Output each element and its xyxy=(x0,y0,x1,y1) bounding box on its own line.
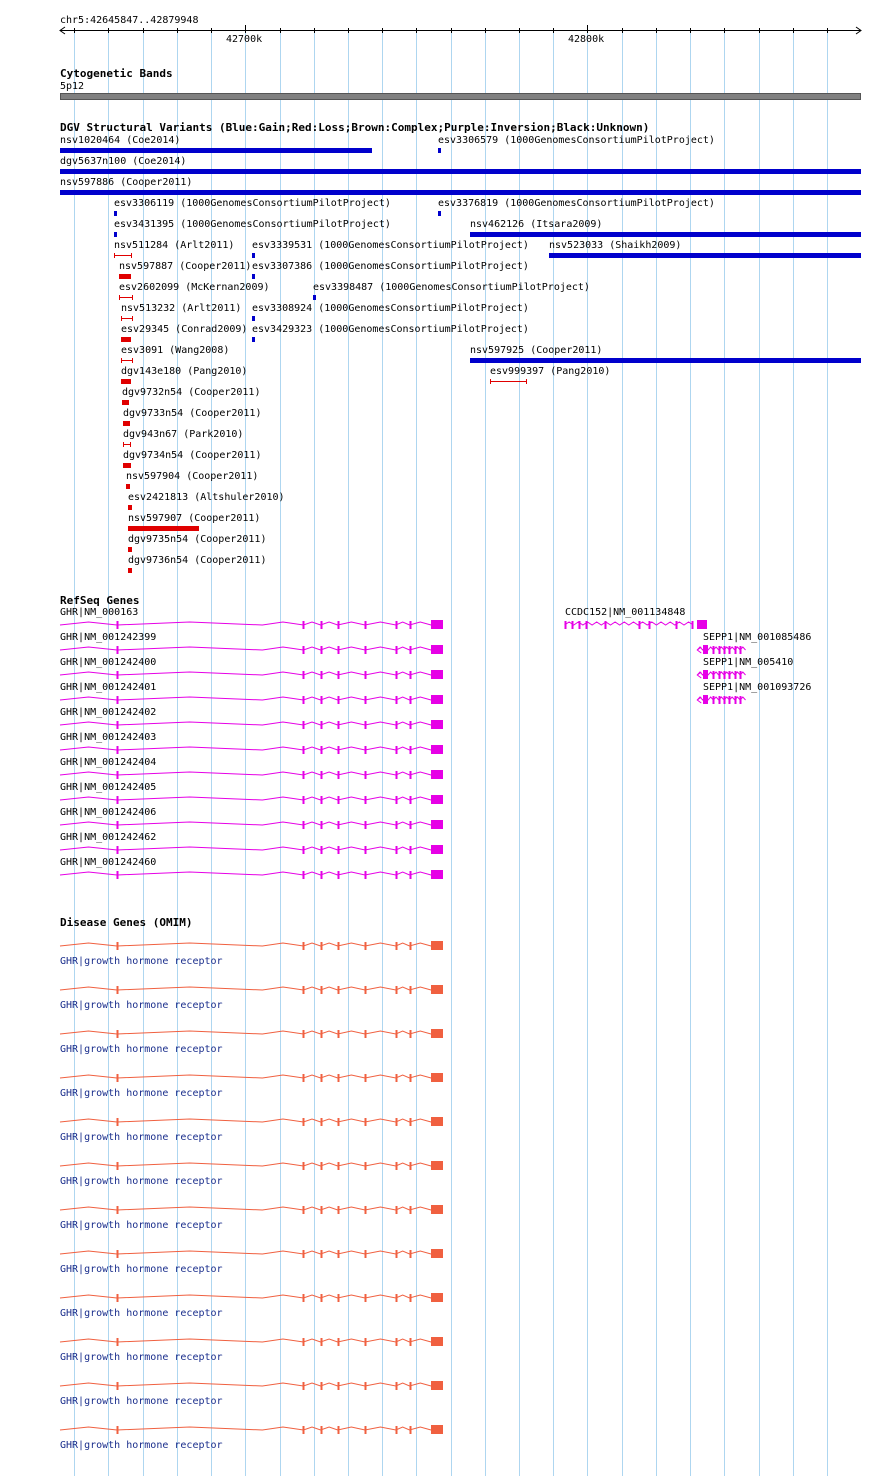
refseq-transcript-label: GHR|NM_001242401 xyxy=(60,682,157,693)
dgv-variant-bar[interactable] xyxy=(438,148,441,153)
gene-utr-exon[interactable] xyxy=(431,1073,443,1082)
dgv-variant-bar[interactable] xyxy=(470,232,861,237)
gene-intron-line xyxy=(60,943,431,946)
dgv-variant-label: esv3376819 (1000GenomesConsortiumPilotProject) xyxy=(438,198,715,209)
gene-utr-exon[interactable] xyxy=(431,745,443,754)
dgv-variant-bar[interactable] xyxy=(121,379,131,384)
region-label: chr5:42645847..42879948 xyxy=(60,15,199,26)
dgv-variant-label: nsv597886 (Cooper2011) xyxy=(60,177,193,188)
gene-intron-line xyxy=(60,1251,431,1254)
dgv-variant-bar[interactable] xyxy=(121,337,131,342)
gene-utr-exon[interactable] xyxy=(431,1425,443,1434)
gene-intron-line xyxy=(60,622,431,625)
dgv-variant-bar[interactable] xyxy=(60,169,861,174)
dgv-variant-label: esv2421813 (Altshuler2010) xyxy=(128,492,285,503)
gene-intron-line xyxy=(60,772,431,775)
gene-utr-exon[interactable] xyxy=(431,620,443,629)
cytoband-bar xyxy=(60,93,861,100)
gene-utr-exon[interactable] xyxy=(431,1205,443,1214)
dgv-variant-bar[interactable] xyxy=(252,274,255,279)
gene-intron-line xyxy=(60,872,431,875)
refseq-track-title: RefSeq Genes xyxy=(60,594,140,607)
dgv-variant-bar[interactable] xyxy=(128,526,199,531)
dgv-variant-label: dgv9732n54 (Cooper2011) xyxy=(122,387,261,398)
dgv-variant-label: dgv943n67 (Park2010) xyxy=(123,429,244,440)
omim-gene-label[interactable]: GHR|growth hormone receptor xyxy=(60,1352,223,1363)
dgv-variant-bar[interactable] xyxy=(470,358,861,363)
dgv-variant-label: esv3307386 (1000GenomesConsortiumPilotProject) xyxy=(252,261,529,272)
omim-gene-label[interactable]: GHR|growth hormone receptor xyxy=(60,1440,223,1451)
gene-utr-exon[interactable] xyxy=(431,1249,443,1258)
dgv-variant-label: nsv597925 (Cooper2011) xyxy=(470,345,603,356)
gene-intron-line xyxy=(60,672,431,675)
dgv-variant-bar[interactable] xyxy=(252,253,255,258)
dgv-variant-label: dgv9735n54 (Cooper2011) xyxy=(128,534,267,545)
gene-intron-line xyxy=(60,1339,431,1342)
dgv-variant-label: esv29345 (Conrad2009) xyxy=(121,324,248,335)
gene-utr-exon[interactable] xyxy=(431,870,443,879)
omim-track-title: Disease Genes (OMIM) xyxy=(60,916,193,929)
gene-intron-line xyxy=(60,1295,431,1298)
dgv-variant-bar[interactable] xyxy=(549,253,861,258)
refseq-transcript-label: GHR|NM_001242402 xyxy=(60,707,157,718)
dgv-variant-bar[interactable] xyxy=(252,337,255,342)
cytogenetic-bands-title: Cytogenetic Bands xyxy=(60,67,173,80)
gene-intron-line xyxy=(60,722,431,725)
refseq-transcript-label: GHR|NM_001242403 xyxy=(60,732,157,743)
gene-intron-line xyxy=(60,1427,431,1430)
refseq-transcript-label: GHR|NM_001242462 xyxy=(60,832,157,843)
dgv-variant-bar[interactable] xyxy=(60,190,861,195)
gene-utr-exon[interactable] xyxy=(431,670,443,679)
dgv-variant-label: esv3091 (Wang2008) xyxy=(121,345,230,356)
dgv-variant-bar[interactable] xyxy=(114,211,117,216)
dgv-variant-label: esv3308924 (1000GenomesConsortiumPilotProject) xyxy=(252,303,529,314)
gene-intron-line xyxy=(565,622,694,625)
dgv-variant-label: nsv597887 (Cooper2011) xyxy=(119,261,252,272)
omim-gene-label[interactable]: GHR|growth hormone receptor xyxy=(60,1308,223,1319)
dgv-variant-bar[interactable] xyxy=(252,316,255,321)
dgv-variant-bar[interactable] xyxy=(438,211,441,216)
dgv-variant-label: dgv143e180 (Pang2010) xyxy=(121,366,248,377)
dgv-variant-bar[interactable] xyxy=(123,463,131,468)
omim-gene-label[interactable]: GHR|growth hormone receptor xyxy=(60,1132,223,1143)
dgv-variant-label: esv3306579 (1000GenomesConsortiumPilotProject) xyxy=(438,135,715,146)
gene-utr-exon[interactable] xyxy=(431,1161,443,1170)
gene-intron-line xyxy=(60,647,431,650)
dgv-variant-label: nsv462126 (Itsara2009) xyxy=(470,219,603,230)
dgv-variant-label: nsv1020464 (Coe2014) xyxy=(60,135,181,146)
dgv-variant-bar[interactable] xyxy=(119,274,131,279)
gene-intron-line xyxy=(60,1383,431,1386)
gene-intron-line xyxy=(60,697,431,700)
dgv-variant-label: nsv513232 (Arlt2011) xyxy=(121,303,242,314)
cytoband-label: 5p12 xyxy=(60,81,85,92)
dgv-variant-bar[interactable] xyxy=(114,232,117,237)
gene-utr-exon[interactable] xyxy=(431,1337,443,1346)
refseq-transcript-label: GHR|NM_001242406 xyxy=(60,807,157,818)
gene-utr-exon[interactable] xyxy=(431,795,443,804)
gene-utr-exon[interactable] xyxy=(431,1117,443,1126)
omim-gene-label[interactable]: GHR|growth hormone receptor xyxy=(60,1264,223,1275)
refseq-transcript-label: GHR|NM_001242400 xyxy=(60,657,157,668)
refseq-transcript-label: GHR|NM_001242404 xyxy=(60,757,157,768)
gene-intron-line xyxy=(60,987,431,990)
dgv-variant-bar[interactable] xyxy=(128,568,132,573)
gene-intron-line xyxy=(60,847,431,850)
gene-utr-exon[interactable] xyxy=(431,695,443,704)
omim-gene-label[interactable]: GHR|growth hormone receptor xyxy=(60,1396,223,1407)
gene-utr-exon[interactable] xyxy=(703,695,708,704)
dgv-variant-label: esv3398487 (1000GenomesConsortiumPilotProject) xyxy=(313,282,590,293)
dgv-variant-label: dgv9733n54 (Cooper2011) xyxy=(123,408,262,419)
gene-intron-line xyxy=(60,1031,431,1034)
gene-utr-exon[interactable] xyxy=(431,845,443,854)
dgv-variant-label: esv2602099 (McKernan2009) xyxy=(119,282,270,293)
refseq-transcript-label: GHR|NM_000163 xyxy=(60,607,139,618)
dgv-variant-bar[interactable] xyxy=(128,547,132,552)
dgv-variant-bar[interactable] xyxy=(60,148,372,153)
gene-utr-exon[interactable] xyxy=(431,645,443,654)
refseq-transcript-label: SEPP1|NM_005410 xyxy=(703,657,794,668)
dgv-variant-label: esv3431395 (1000GenomesConsortiumPilotProject) xyxy=(114,219,391,230)
gene-utr-exon[interactable] xyxy=(431,1381,443,1390)
gene-intron-line xyxy=(60,1075,431,1078)
dgv-variant-label: nsv511284 (Arlt2011) xyxy=(114,240,235,251)
dgv-variant-label: nsv523033 (Shaikh2009) xyxy=(549,240,682,251)
omim-gene-label[interactable]: GHR|growth hormone receptor xyxy=(60,956,223,967)
dgv-variant-label: esv3429323 (1000GenomesConsortiumPilotProject) xyxy=(252,324,529,335)
omim-gene-label[interactable]: GHR|growth hormone receptor xyxy=(60,1220,223,1231)
refseq-transcript-label: SEPP1|NM_001093726 xyxy=(703,682,812,693)
tick-label-42700k: 42700k xyxy=(226,34,263,45)
gene-utr-exon[interactable] xyxy=(431,941,443,950)
gene-intron-line xyxy=(60,1163,431,1166)
refseq-transcript-label: GHR|NM_001242405 xyxy=(60,782,157,793)
dgv-variant-label: nsv597907 (Cooper2011) xyxy=(128,513,261,524)
gene-utr-exon[interactable] xyxy=(703,670,708,679)
gene-utr-exon[interactable] xyxy=(431,770,443,779)
refseq-transcript-label: GHR|NM_001242399 xyxy=(60,632,157,643)
gene-utr-exon[interactable] xyxy=(431,820,443,829)
dgv-variant-bar[interactable] xyxy=(126,484,130,489)
gene-intron-line xyxy=(60,1119,431,1122)
gene-intron-line xyxy=(60,797,431,800)
dgv-variant-label: esv3339531 (1000GenomesConsortiumPilotProject) xyxy=(252,240,529,251)
gene-utr-exon[interactable] xyxy=(431,985,443,994)
omim-gene-label[interactable]: GHR|growth hormone receptor xyxy=(60,1044,223,1055)
gene-intron-line xyxy=(60,1207,431,1210)
gene-utr-exon[interactable] xyxy=(431,720,443,729)
dgv-variant-label: esv999397 (Pang2010) xyxy=(490,366,611,377)
gene-intron-line xyxy=(60,747,431,750)
dgv-variant-bar[interactable] xyxy=(123,421,130,426)
gene-utr-exon[interactable] xyxy=(697,620,707,629)
omim-gene-label[interactable]: GHR|growth hormone receptor xyxy=(60,1176,223,1187)
refseq-transcript-label: GHR|NM_001242460 xyxy=(60,857,157,868)
gene-intron-line xyxy=(60,822,431,825)
refseq-transcript-label: CCDC152|NM_001134848 xyxy=(565,607,686,618)
dgv-variant-bar[interactable] xyxy=(313,295,316,300)
dgv-variant-label: esv3306119 (1000GenomesConsortiumPilotProject) xyxy=(114,198,391,209)
omim-gene-label[interactable]: GHR|growth hormone receptor xyxy=(60,1000,223,1011)
refseq-transcript-label: SEPP1|NM_001085486 xyxy=(703,632,812,643)
gene-utr-exon[interactable] xyxy=(431,1293,443,1302)
gene-utr-exon[interactable] xyxy=(431,1029,443,1038)
dgv-variant-label: dgv5637n100 (Coe2014) xyxy=(60,156,187,167)
dgv-variant-label: dgv9734n54 (Cooper2011) xyxy=(123,450,262,461)
dgv-variant-bar[interactable] xyxy=(122,400,129,405)
dgv-track-title: DGV Structural Variants (Blue:Gain;Red:Loss;Brown:Complex;Purple:Inversion;Black:Unknown) xyxy=(60,121,650,134)
dgv-variant-label: dgv9736n54 (Cooper2011) xyxy=(128,555,267,566)
dgv-variant-label: nsv597904 (Cooper2011) xyxy=(126,471,259,482)
dgv-variant-bar[interactable] xyxy=(128,505,132,510)
gene-utr-exon[interactable] xyxy=(703,645,708,654)
tick-label-42800k: 42800k xyxy=(568,34,605,45)
omim-gene-label[interactable]: GHR|growth hormone receptor xyxy=(60,1088,223,1099)
